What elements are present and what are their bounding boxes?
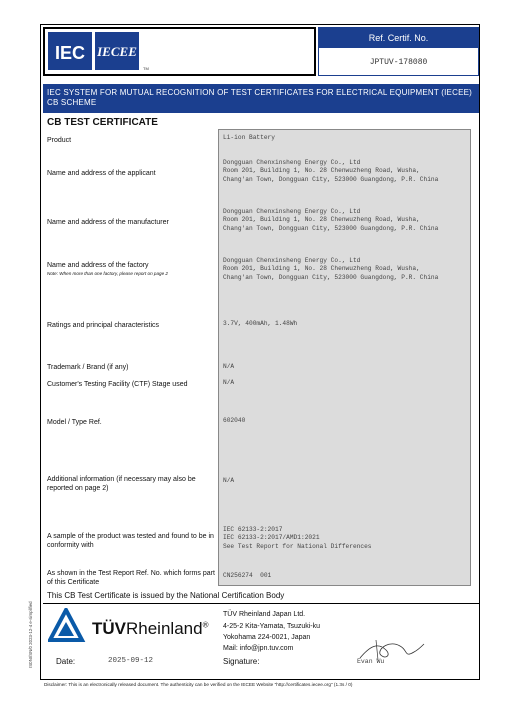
ratings-value: 3.7V, 400mAh, 1.48Wh bbox=[223, 320, 298, 327]
value-panel bbox=[218, 129, 471, 586]
additional-label: Additional information (if necessary may also be reported on page 2) bbox=[47, 476, 196, 492]
iec-iecee-logo bbox=[45, 29, 314, 74]
tuv-logo-regular: Rheinland bbox=[126, 619, 203, 638]
factory-note: Note: When more than one factory, please report on page 2 bbox=[47, 271, 168, 276]
additional-value: N/A bbox=[223, 477, 235, 484]
applicant-value: Dongguan Chenxinsheng Energy Co., Ltd Room 201, Building 1, No. 28 Chenwuzheng Road, Wusha, Chang'an Town, Dongguan City, 523000 Guangdong, P.R. China bbox=[223, 159, 439, 183]
iec-logo-box bbox=[43, 27, 316, 76]
ncb-address-1: 4-25-2 Kita-Yamata, Tsuzuki-ku bbox=[223, 623, 321, 630]
manufacturer-value: Dongguan Chenxinsheng Energy Co., Ltd Room 201, Building 1, No. 28 Chenwuzheng Road, Wusha, Chang'an Town, Dongguan City, 523000 Guangdong, P.R. China bbox=[223, 208, 439, 232]
signer-name: Evan Wu bbox=[357, 658, 385, 665]
sample-label: A sample of the product was tested and found to be in conformity with bbox=[47, 533, 214, 549]
ncb-mail: Mail: info@jpn.tuv.com bbox=[223, 645, 294, 652]
manufacturer-label: Name and address of the manufacturer bbox=[47, 219, 169, 226]
factory-label-block bbox=[47, 261, 217, 277]
scheme-banner: IEC SYSTEM FOR MUTUAL RECOGNITION OF TEST CERTIFICATES FOR ELECTRICAL EQUIPMENT (IECEE) CB SCHEME bbox=[43, 84, 479, 113]
ncb-name: TÜV Rheinland Japan Ltd. bbox=[223, 611, 306, 618]
divider bbox=[43, 603, 479, 604]
svg-text:TM: TM bbox=[143, 66, 149, 71]
ncb-address-2: Yokohama 224-0021, Japan bbox=[223, 634, 311, 641]
iecee-logo-text: IECEE bbox=[97, 44, 137, 59]
factory-label: Name and address of the factory bbox=[47, 262, 149, 269]
trademark-label: Trademark / Brand (if any) bbox=[47, 364, 129, 371]
ctf-label: Customer's Testing Facility (CTF) Stage used bbox=[47, 381, 188, 388]
tuv-logo-bold: TÜV bbox=[92, 619, 126, 638]
ctf-value: N/A bbox=[223, 379, 235, 386]
iec-logo-text: IEC bbox=[54, 43, 86, 63]
ncb-statement: This CB Test Certificate is issued by the National Certification Body bbox=[47, 591, 285, 600]
ratings-label: Ratings and principal characteristics bbox=[47, 322, 160, 329]
date-value: 2025-09-12 bbox=[108, 657, 154, 665]
report-value: CN256274 001 bbox=[223, 572, 272, 579]
product-value: Li-ion Battery bbox=[223, 134, 275, 141]
trademark-value: N/A bbox=[223, 363, 235, 370]
applicant-label: Name and address of the applicant bbox=[47, 170, 156, 177]
ref-certif-title: Ref. Certif. No. bbox=[319, 28, 478, 48]
disclaimer: Disclaimer: This is an electronically released document. The authenticity can be verified on the IECEE Website "http://certificates.iecee.org" (1.3s / 0) bbox=[44, 682, 353, 687]
report-label: As shown in the Test Report Ref. No. which forms part of this Certificate bbox=[47, 570, 215, 586]
side-form-code: IS0NI/SN/0 2023-12-4 e-simplified bbox=[28, 601, 33, 668]
model-label: Model / Type Ref. bbox=[47, 419, 102, 426]
signature-label: Signature: bbox=[223, 657, 260, 666]
ref-certif-number: JPTUV-178080 bbox=[369, 57, 428, 67]
registered-mark: ® bbox=[202, 620, 209, 630]
product-label: Product bbox=[47, 137, 72, 144]
model-value: 602040 bbox=[223, 417, 246, 424]
date-label: Date: bbox=[56, 657, 76, 666]
tuv-rheinland-logo bbox=[92, 619, 208, 639]
factory-value: Dongguan Chenxinsheng Energy Co., Ltd Room 201, Building 1, No. 28 Chenwuzheng Road, Wusha, Chang'an Town, Dongguan City, 523000 Guangdong, P.R. China bbox=[223, 257, 439, 281]
certificate-title: CB TEST CERTIFICATE bbox=[47, 117, 158, 128]
sample-value: IEC 62133-2:2017 IEC 62133-2:2017/AMD1:2021 See Test Report for National Differences bbox=[223, 526, 372, 550]
